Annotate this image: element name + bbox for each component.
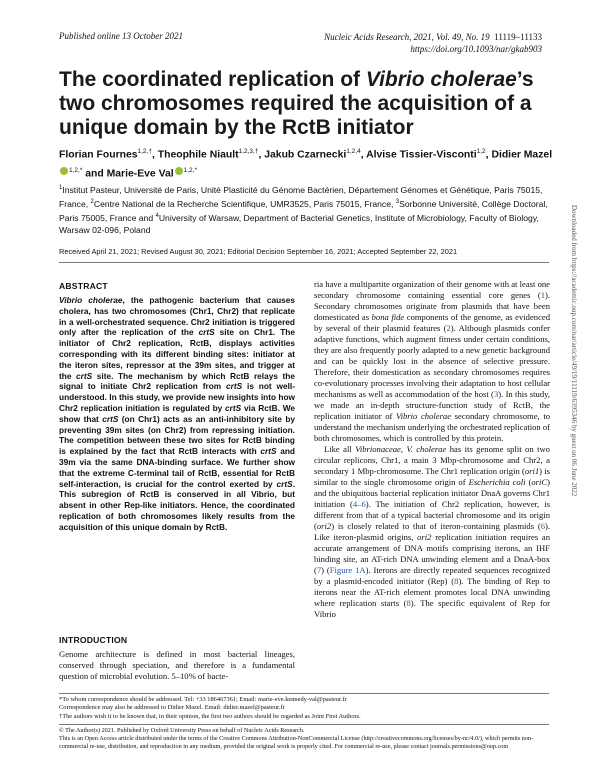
- introduction-paragraph-2: Like all Vibrionaceae, V. cholerae has its genome split on two circular replicons, Chr1, a main 3 Mbp-chromosome and Chr2, a secondary 1 Mbp-chromosome. The Chr1 replication origin (ori1) is similar to the single chromosome origin of Escherichia coli (oriC) and the ubiquitous bacterial replication initiator DnaA governs Chr1 initiation (4–6). The initiation of Chr2 replication, however, is different from that of a typical bacterial chromosome and its origin (ori2) is closely related to that of iteron-containing plasmids (6). Like iteron-plasmid origins, ori2 replication initiation requires an accurate arrangement of DNA motifs comprising iterons, an IHF binding site, an AT-rich DNA unwinding element and a DnaA-box (7) (Figure 1A). Iterons are directly repeated sequences recognized by a plasmid-encoded initiator (Rep) (8). The binding of Rep to iterons near the AT-rich element promotes local DNA unwinding where replication starts (8). The specific equivalent of Rep for Vibrio: [314, 444, 551, 619]
- download-watermark-text: Downloaded from https://academic.oup.com/nar/article/49/19/11119/6395346 by guest on 06 June 2022: [570, 205, 578, 497]
- received-dates: Received April 21, 2021; Revised August 30, 2021; Editorial Decision September 16, 2021; Accepted September 22, 2021: [59, 247, 458, 256]
- page-range: 11119–11133: [494, 32, 542, 42]
- header-divider: [59, 262, 549, 263]
- download-watermark: [570, 205, 588, 605]
- footnotes: [59, 696, 559, 721]
- title-part2: ’s two chromosomes required the acquisition of a unique domain by the RctB initiator: [59, 68, 534, 139]
- introduction-paragraph-start: Genome architecture is defined in most bacterial lineages, conserved through speciation, and therefore is a fundamental question of microbial evolution. 5–10% of bacte-: [59, 649, 295, 681]
- abstract-text: Vibrio cholerae, the pathogenic bacterium that causes cholera, has two chromosomes (Chr1, Chr2) that replicate in a well-orchestrated sequence. Chr2 initiation is triggered only after the replication of the crtS site on Chr1. The initiator of Chr2 replication, RctB, displays activities corresponding with its different binding sites: initiator at the iteron sites, repressor at the 39m sites, and trigger at the crtS site. The mechanism by which RctB relays the signal to initiate Chr2 replication from crtS is not well-understood. In this study, we provide new insights into how Chr2 replication initiation is regulated by crtS via RctB. We show that crtS (on Chr1) acts as an anti-inhibitory site by preventing 39m sites (on Chr2) from repressing initiation. The competition between these two sites for RctB binding is explained by the fact that RctB interacts with crtS and 39m via the same DNA-binding surface. We further show that the extreme C-terminal tail of RctB, essential for RctB self-interaction, is crucial for the control exerted by crtS. This subregion of RctB is conserved in all Vibrio, but absent in other Rep-like initiators. Hence, the coordinated replication of both chromosomes likely results from the acquisition of this unique domain by RctB.: [59, 295, 296, 532]
- copyright-line: © The Author(s) 2021. Published by Oxford University Press on behalf of Nucleic Acids Research.: [59, 727, 305, 734]
- footnote-correspondence: *To whom correspondence should be addressed. Tel: +33 186467361; Email: marie-eve.kennedy-val@pasteur.fr: [59, 696, 347, 703]
- author-list: Florian Fournes$^{1,2,\dagger}$, Theophile Niault$^{1,2,3,\dagger}$, Jakub Czarnecki$^{1,2,4}$, Alvise Tissier-Visconti$^{1,2}$, Didier Mazel$^{1,2,*}$ and Marie-Eve Val $^{1,2,*}$: [59, 148, 553, 180]
- footnote-divider: [59, 693, 549, 694]
- title-species: Vibrio cholerae: [365, 68, 517, 91]
- introduction-heading: INTRODUCTION: [59, 635, 128, 645]
- journal-volume: Nucleic Acids Research, 2021, Vol. 49, No. 19: [324, 32, 490, 42]
- open-access-statement: This is an Open Access article distributed under the terms of the Creative Commons Attribution-NonCommercial License (http://creativecommons.org/licenses/by-nc/4.0/), which permits non-commercial re-use, distribution, and reproduction in any medium, provided the original work is properly cited. For commercial re-use, please contact journals.permissions@oup.com: [59, 735, 534, 751]
- introduction-paragraph-1: ria have a multipartite organization of their genome with at least one secondary chromosome containing essential core genes (1). Secondary chromosomes originate from plasmids that have been domesticated as bona fide components of the genome, as evidenced by several of their plasmid features (2). Although plasmids confer adaptive functions, which augment fitness under certain conditions, they are also frequently poorly adapted to a new genetic background and can be quickly lost in the absence of selective pressure. Therefore, their domestication as secondary chromosomes requires co-evolutionary processes involving their adaptation to host cellular mechanisms as well as accommodation of the host (3). In this study, we made an in-depth structure-function study of RctB, the replication initiator of Vibrio cholerae secondary chromosome, to understand the mechanism underlying the orchestrated replication of both chromosomes, which is controlled by this protein.: [314, 279, 551, 443]
- right-column: [314, 279, 550, 620]
- affiliations: $^1$Institut Pasteur, Université de Paris, Unité Plasticité du Génome Bactérien, Département Génomes et Génétique, Paris 75015, France, $^2$Centre National de la Recherche Scientifique, UMR3525, Paris 75015, France, $^3$Sorbonne Université, Collège Doctoral, Paris 75005, France and $^4$University of Warsaw, Department of Bacterial Genetics, Institute of Microbiology, Faculty of Biology, Warsaw 02-096, Poland: [59, 184, 548, 236]
- footnote-correspondence-2: Correspondence may also be addressed to Didier Mazel. Email: didier.mazel@pasteur.fr: [59, 704, 285, 712]
- license-divider: [59, 724, 549, 725]
- published-date: Published online 13 October 2021: [59, 31, 183, 41]
- article-title: [59, 68, 549, 140]
- license-notice: [59, 727, 554, 751]
- footnote-joint-authors: †The authors wish it to be known that, in their opinion, the first two authors should be regarded as Joint First Authors.: [59, 712, 361, 720]
- abstract-heading: ABSTRACT: [59, 281, 108, 291]
- title-part1: The coordinated replication of: [59, 68, 366, 91]
- journal-citation: [324, 31, 542, 55]
- doi-link[interactable]: https://doi.org/10.1093/nar/gkab903: [410, 44, 542, 54]
